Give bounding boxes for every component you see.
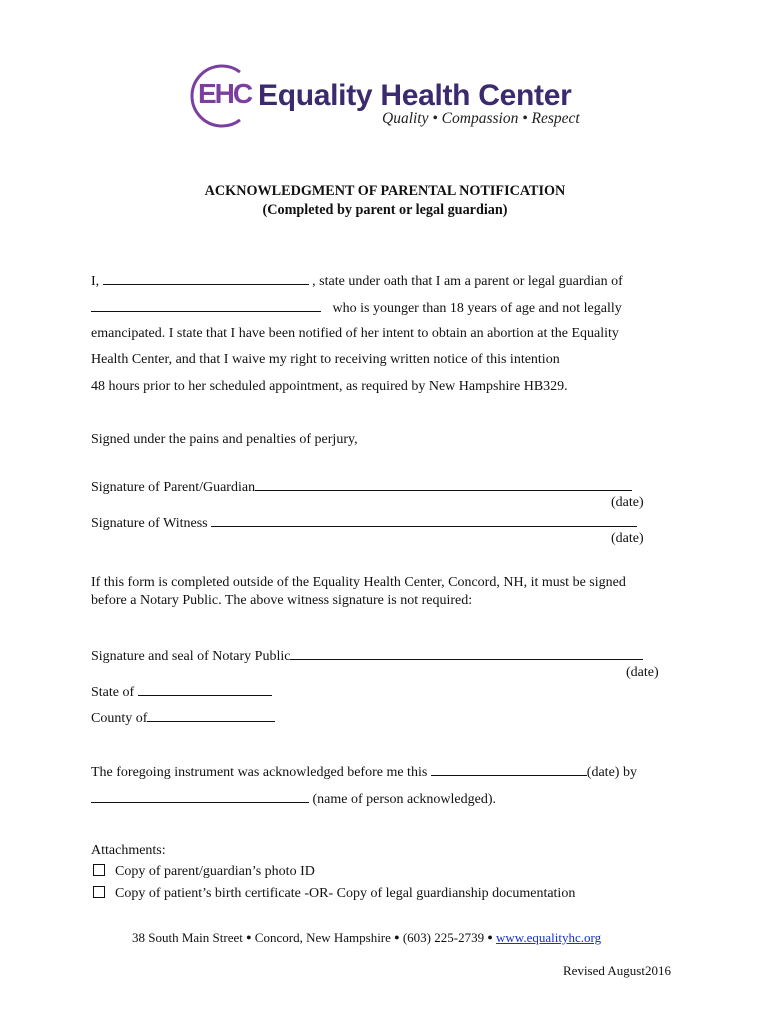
attachment-checkbox[interactable] [93, 886, 105, 898]
document-subtitle: (Completed by parent or legal guardian) [262, 202, 508, 218]
document-title: ACKNOWLEDGMENT OF PARENTAL NOTIFICATION [204, 183, 566, 199]
acknowledged-name-field[interactable] [91, 790, 309, 803]
revised-date: Revised August2016 [563, 963, 671, 978]
state-label: State of [91, 685, 135, 700]
parent-name-field[interactable] [103, 272, 309, 285]
acknowledged-line-1 [91, 763, 637, 781]
body-line-1 [91, 272, 623, 290]
attachments-heading: Attachments: [91, 843, 166, 858]
body-line-4: Health Center, and that I waive my right to receiving written notice of this intention [91, 352, 560, 367]
parent-signature-label: Signature of Parent/Guardian [91, 480, 256, 495]
body-line-3: emancipated. I state that I have been notified of her intent to obtain an abortion at the Equality [91, 326, 619, 341]
parent-signature-row [91, 478, 632, 496]
body-i: I, [91, 274, 100, 289]
parent-signature-field[interactable] [255, 478, 632, 491]
bullet-icon: ● [246, 932, 252, 942]
bullet-icon: ● [487, 932, 493, 942]
footer-website-link[interactable]: www.equalityhc.org [496, 930, 602, 945]
acknowledged-text: The foregoing instrument was acknowledged before me this [91, 765, 428, 780]
notary-signature-row [91, 647, 643, 665]
attachment-item [93, 864, 315, 880]
witness-date-label: (date) [611, 531, 644, 546]
footer-contact [132, 930, 601, 946]
county-label: County of [91, 711, 148, 726]
minor-name-field[interactable] [91, 299, 321, 312]
county-field[interactable] [147, 709, 275, 722]
witness-signature-row [91, 514, 637, 532]
notary-note-line-1: If this form is completed outside of the Equality Health Center, Concord, NH, it must be signed [91, 575, 626, 590]
body-text-2: who is younger than 18 years of age and not legally [332, 301, 622, 316]
body-text-1: , state under oath that I am a parent or legal guardian of [312, 274, 623, 289]
notary-note-line-2: before a Notary Public. The above witness signature is not required: [91, 593, 473, 608]
attachment-checkbox[interactable] [93, 864, 105, 876]
bullet-icon: ● [394, 932, 400, 942]
acknowledged-line-2 [91, 790, 496, 808]
attachment-item [93, 886, 575, 902]
attachment-label: Copy of parent/guardian’s photo ID [115, 864, 315, 879]
witness-signature-field[interactable] [211, 514, 637, 527]
body-line-2 [91, 299, 622, 317]
footer-address: 38 South Main Street [132, 930, 243, 945]
attachment-label: Copy of patient’s birth certificate -OR- Copy of legal guardianship documentation [115, 886, 576, 901]
logo-monogram: EHC [198, 78, 252, 109]
signed-under-text: Signed under the pains and penalties of perjury, [91, 432, 358, 447]
acknowledged-name-suffix: (name of person acknowledged). [312, 792, 496, 807]
county-row [91, 709, 275, 727]
witness-signature-label: Signature of Witness [91, 516, 208, 531]
acknowledged-date-field[interactable] [431, 763, 587, 776]
logo-tagline: Quality • Compassion • Respect [382, 110, 580, 127]
state-row [91, 683, 272, 701]
acknowledged-date-suffix: (date) by [586, 765, 637, 780]
notary-date-label: (date) [626, 665, 659, 680]
logo-name: Equality Health Center [258, 79, 572, 112]
notary-signature-label: Signature and seal of Notary Public [91, 649, 291, 664]
body-line-5: 48 hours prior to her scheduled appointment, as required by New Hampshire HB329. [91, 379, 568, 394]
footer-phone: (603) 225-2739 [402, 930, 485, 945]
notary-signature-field[interactable] [290, 647, 643, 660]
footer-city: Concord, New Hampshire [254, 930, 391, 945]
state-field[interactable] [138, 683, 272, 696]
parent-date-label: (date) [611, 495, 644, 510]
